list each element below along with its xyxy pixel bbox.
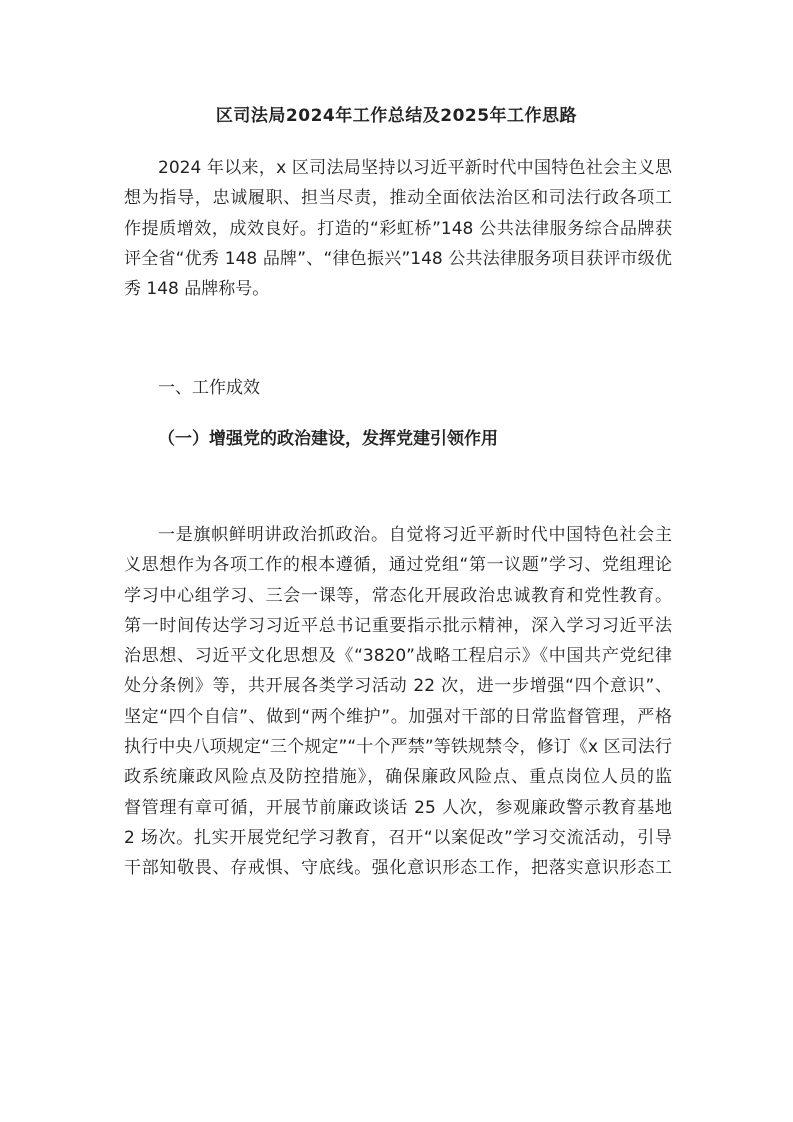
- intro-paragraph: [124, 153, 672, 304]
- paragraph-line: 处分条例》等，共开展各类学习活动 22 次，进一步增强“四个意识”、: [124, 676, 672, 697]
- body-paragraph: [124, 520, 672, 884]
- document-title: 区司法局2024年工作总结及2025年工作思路: [215, 106, 578, 126]
- paragraph-line: 2024 年以来，x 区司法局坚持以习近平新时代中国特色社会主义思: [158, 158, 672, 178]
- paragraph-line: 想为指导，忠诚履职、担当尽责，推动全面依法治区和司法行政各项工: [124, 188, 672, 209]
- paragraph-line: 义思想作为各项工作的根本遵循，通过党组“第一议题”学习、党组理论: [124, 555, 672, 576]
- paragraph-line: 政系统廉政风险点及防控措施》，确保廉政风险点、重点岗位人员的监: [124, 767, 672, 788]
- section-heading: 一、工作成效: [158, 378, 260, 398]
- paragraph-line: 学习中心组学习、三会一课等，常态化开展政治忠诚教育和党性教育。: [124, 585, 672, 606]
- paragraph-line: 坚定“四个自信”、做到“两个维护”。加强对干部的日常监督管理，严格: [124, 706, 672, 727]
- paragraph-line: 一是旗帜鲜明讲政治抓政治。自觉将习近平新时代中国特色社会主: [158, 525, 672, 545]
- paragraph-line: 干部知敬畏、存戒惧、守底线。强化意识形态工作，把落实意识形态工: [124, 858, 672, 879]
- paragraph-line: 秀 148 品牌称号。: [124, 279, 270, 300]
- paragraph-line: 治思想、习近平文化思想及《“3820”战略工程启示》《中国共产党纪律: [124, 646, 672, 667]
- paragraph-line: 第一时间传达学习习近平总书记重要指示批示精神，深入学习习近平法: [124, 615, 672, 636]
- paragraph-line: 督管理有章可循，开展节前廉政谈话 25 人次，参观廉政警示教育基地: [124, 797, 672, 818]
- paragraph-line: 评全省“优秀 148 品牌”、“律色振兴”148 公共法律服务项目获评市级优: [124, 248, 672, 269]
- paragraph-line: 执行中央八项规定“三个规定”“十个严禁”等铁规禁令，修订《x 区司法行: [124, 737, 672, 758]
- paragraph-line: 作提质增效，成效良好。打造的“彩虹桥”148 公共法律服务综合品牌获: [124, 218, 672, 239]
- paragraph-line: 2 场次。扎实开展党纪学习教育，召开“以案促改”学习交流活动，引导: [124, 827, 672, 848]
- subsection-heading: （一）增强党的政治建设，发挥党建引领作用: [158, 429, 498, 449]
